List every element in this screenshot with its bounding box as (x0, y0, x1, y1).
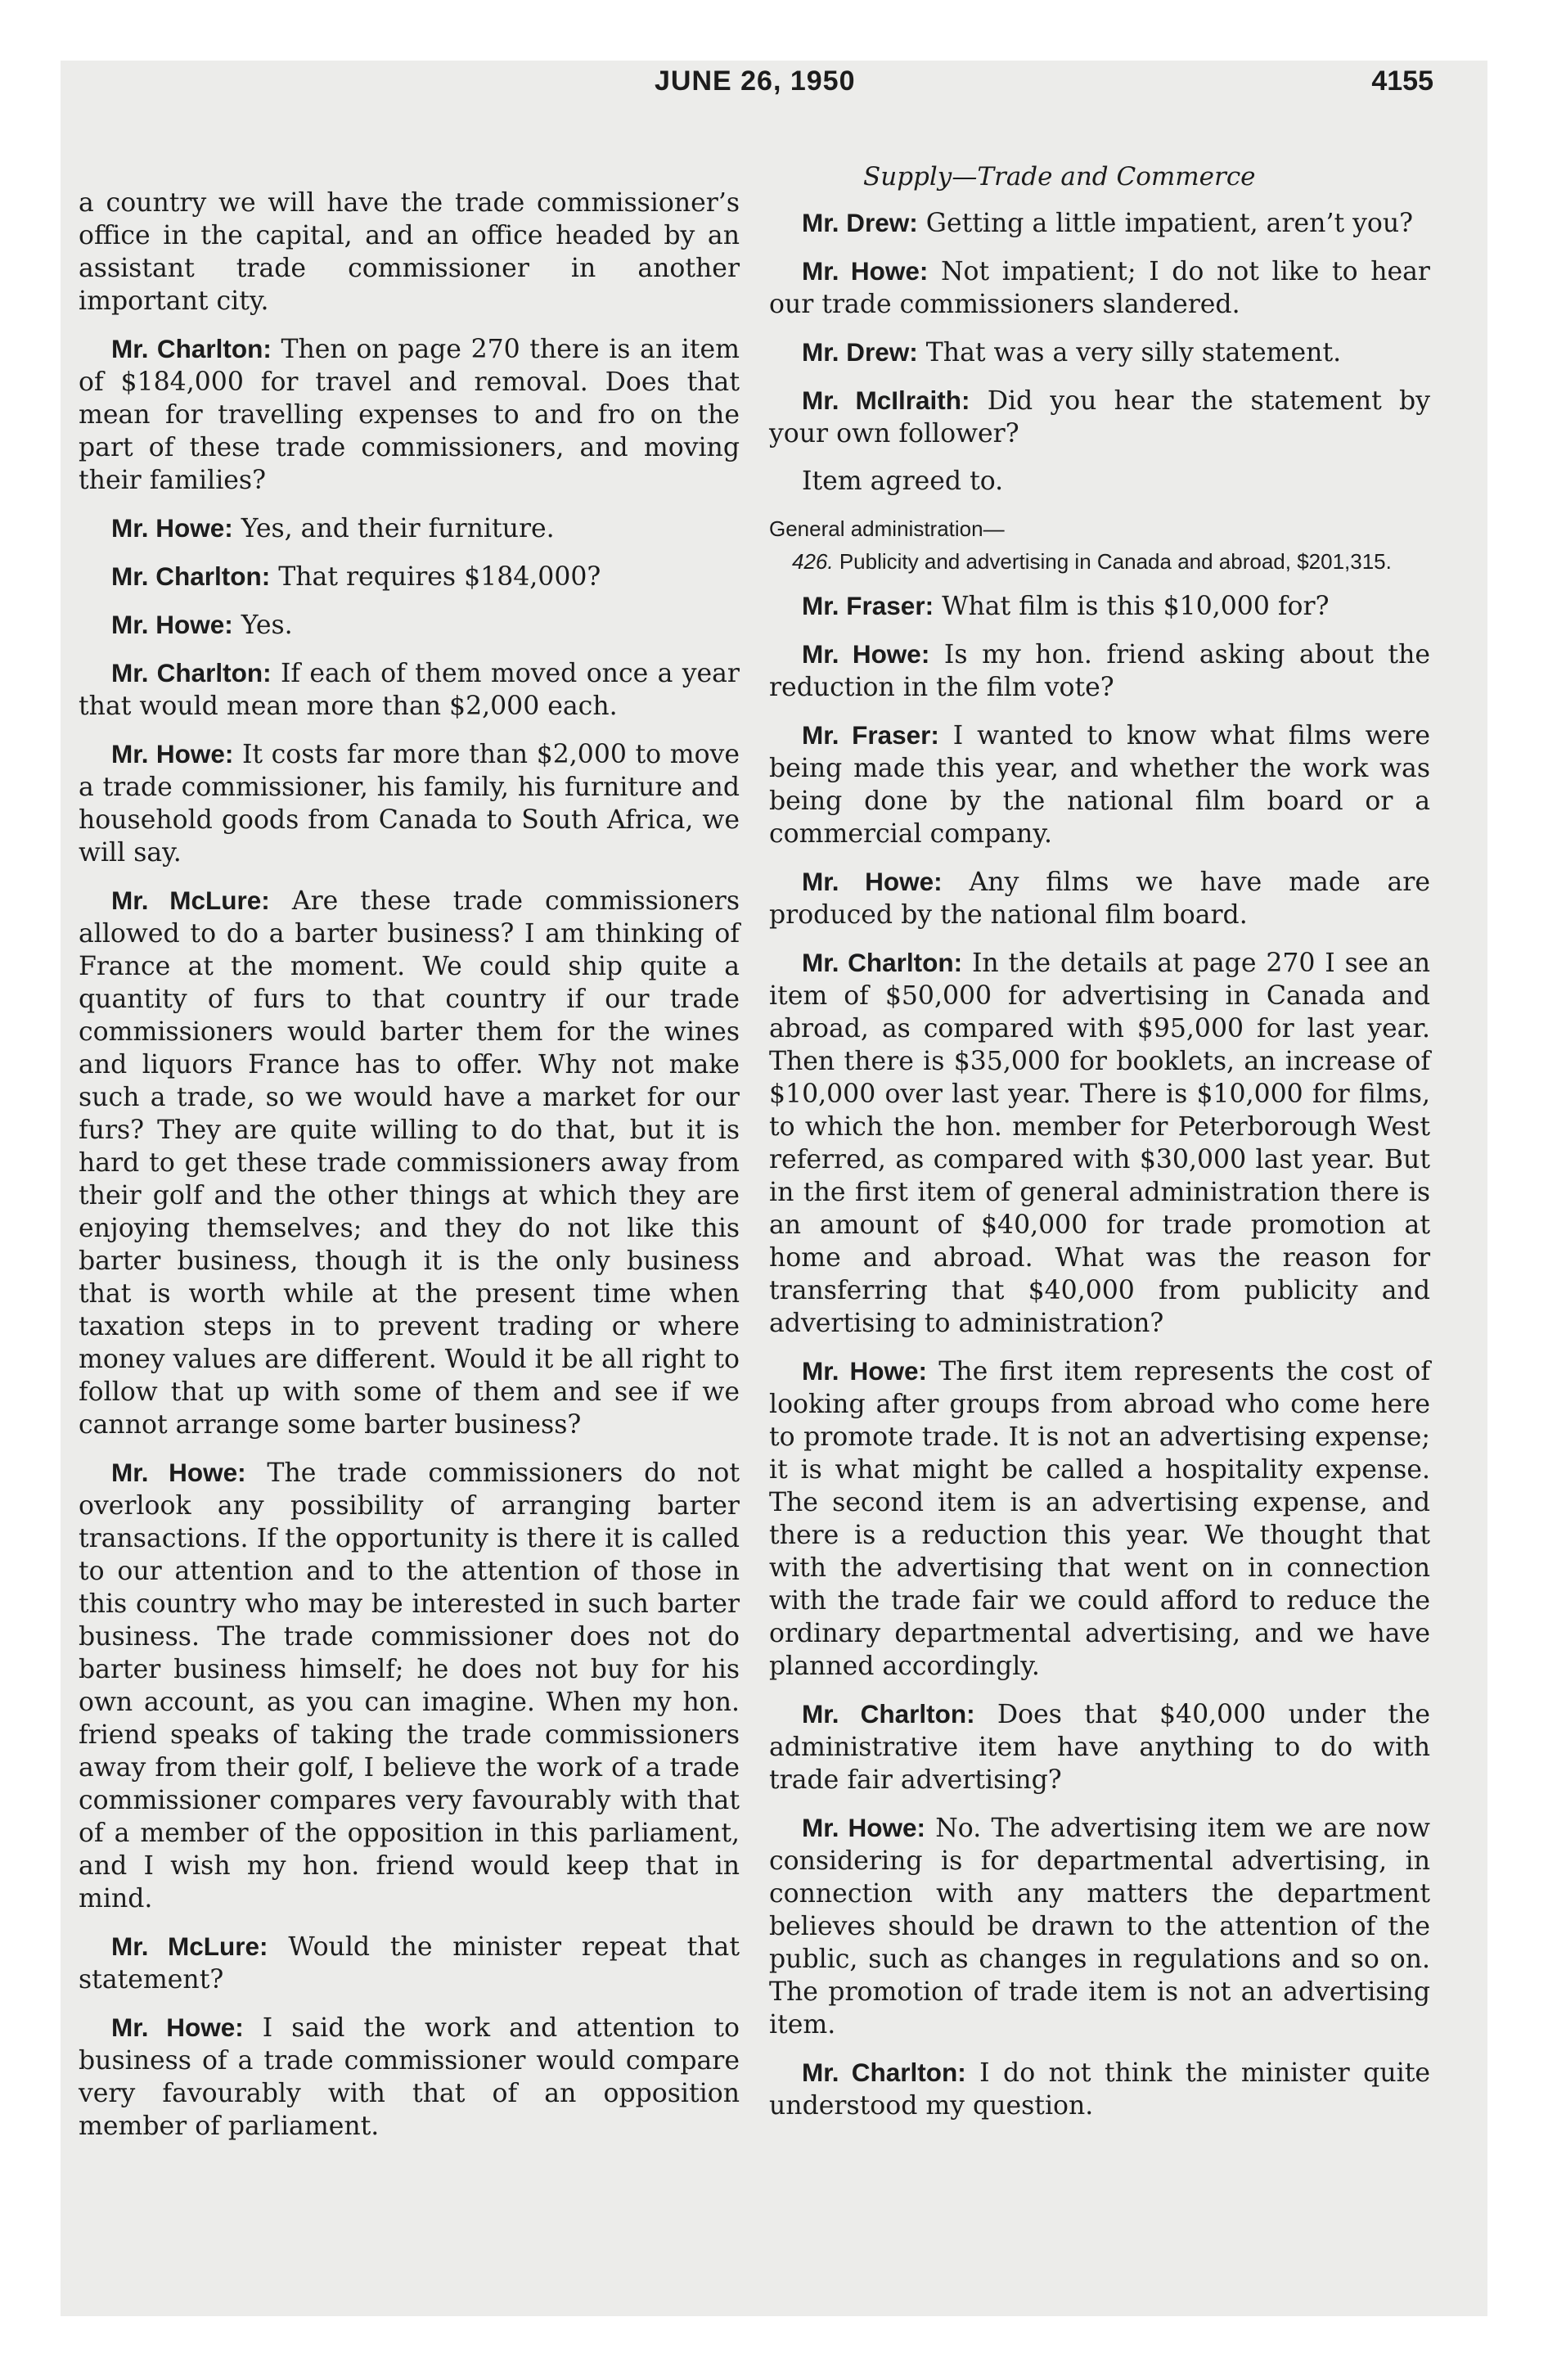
speaker-name: Mr. Charlton: (802, 1699, 975, 1729)
speech (769, 719, 1430, 850)
speech (769, 865, 1430, 931)
speech-text: Are these trade commissioners allowed to do a barter business? I am thinking of France at the moment. We could ship quite a quantity of furs to that country if our trade commissioners would barter them for the wines and liquors France has to offer. Why not make such a trade, so we would have a market for our furs? They are quite willing to do that, but it is hard to get these trade commissioners away from their golf and the other things at which they are enjoying themselves; and they do not like this barter business, though it is the only business that is worth while at the present time when taxation steps in to prevent trading or where money values are different. Would it be all right to follow that up with some of them and see if we cannot arrange some barter business? (79, 886, 740, 1440)
speech (769, 206, 1430, 240)
speech (769, 2056, 1430, 2122)
speech (769, 589, 1430, 623)
speech-text: It costs far more than $2,000 to move a trade commissioner, his family, his furniture and household goods from Canada to South Africa, we will say. (79, 740, 740, 868)
speaker-name: Mr. Howe: (802, 1813, 925, 1842)
speech-text: In the details at page 270 I see an item of $50,000 for advertising in Canada and abroad, as compared with $95,000 for last year. Then there is $35,000 for booklets, an increase of $10,000 over last year. There is $10,000 for films, to which the hon. member for Peterborough West referred, as compared with $30,000 last year. But in the first item of general administration there is an amount of $40,000 for trade promotion at home and abroad. What was the reason for transferring that $40,000 from publicity and advertising to administration? (769, 949, 1430, 1338)
speech (79, 332, 740, 497)
speaker-name: Mr. McIlraith: (802, 385, 970, 415)
speech (769, 384, 1430, 450)
speech (79, 560, 740, 593)
speech-text: Getting a little impatient, aren’t you? (917, 209, 1414, 238)
speaker-name: Mr. Howe: (111, 2013, 244, 2042)
speaker-name: Mr. Howe: (111, 1458, 246, 1487)
speech-text: Any films we have made are produced by the national film board. (769, 868, 1431, 930)
speech-text: What film is this $10,000 for? (934, 592, 1330, 621)
speech (79, 512, 740, 545)
page-date: JUNE 26, 1950 (655, 65, 856, 97)
speaker-name: Mr. Howe: (802, 867, 943, 896)
speech-text: Does that $40,000 under the administrative item have anything to do with trade fair advertising? (769, 1700, 1430, 1795)
speech-text: The trade commissioners do not overlook any possibility of arranging barter transactions. If the opportunity is there it is called to our attention and to the attention of those in this country who may be interested in such barter business. The trade commissioner does not do barter business himself; he does not buy for his own account, as you can imagine. When my hon. friend speaks of taking the trade commissioners away from their golf, I believe the work of a trade commissioner compares very favourably with that of a member of the opposition in this parliament, and I wish my hon. friend would keep that in mind. (79, 1458, 740, 1913)
speech-text: Did you hear the statement by your own follower? (769, 386, 1430, 449)
speech (769, 946, 1430, 1340)
speech (769, 1355, 1430, 1683)
speech (79, 2011, 740, 2143)
speaker-name: Mr. Drew: (802, 208, 918, 237)
speech-text: Would the minister repeat that statement? (79, 1932, 740, 1995)
speaker-name: Mr. Howe: (111, 739, 234, 769)
speech (79, 1456, 740, 1915)
vote-item (769, 548, 1430, 575)
speech (769, 255, 1430, 321)
speech-text: Yes. (232, 611, 293, 640)
speaker-name: Mr. Charlton: (111, 334, 272, 363)
speech-text: Is my hon. friend asking about the reduction in the film vote? (769, 640, 1430, 702)
speech-text: Then on page 270 there is an item of $184,000 for travel and removal. Does that mean for travelling expenses to and fro on the part of these trade commissioners, and moving their families? (79, 335, 740, 495)
speech (79, 1930, 740, 1996)
speaker-name: Mr. Howe: (802, 639, 930, 669)
speech (79, 608, 740, 642)
speaker-name: Mr. Howe: (111, 610, 233, 639)
speech (79, 656, 740, 723)
speech-text: I do not think the minister quite understood my question. (769, 2058, 1430, 2121)
vote-number: 426. (792, 549, 834, 574)
speaker-name: Mr. Howe: (802, 1356, 928, 1386)
vote-heading: General administration— (769, 516, 1005, 541)
paragraph: a country we will have the trade commissioner’s office in the capital, and an office headed by an assistant trade commissioner in another important city. (79, 188, 740, 316)
speech-text: I said the work and attention to business of a trade commissioner would compare very favourably with that of an opposition member of parliament. (79, 2013, 740, 2141)
page-number: 4155 (1371, 65, 1433, 97)
running-title: Supply—Trade and Commerce (863, 162, 1256, 192)
speaker-name: Mr. Charlton: (802, 2058, 966, 2087)
item-agreed: Item agreed to. (802, 467, 1004, 496)
speech-text: That requires $184,000? (270, 562, 601, 592)
speaker-name: Mr. Charlton: (802, 948, 963, 977)
speech-text: The first item represents the cost of looking after groups from abroad who come here to promote trade. It is not an advertising expense; it is what might be called a hospitality expense. The second item is an advertising expense, and there is a reduction this year. We thought that with the advertising that went on in connection with the trade fair we could afford to reduce the ordinary departmental advertising, and we have planned accordingly. (769, 1357, 1430, 1681)
speech-text: That was a very silly statement. (917, 338, 1342, 367)
speech (79, 737, 740, 869)
speaker-name: Mr. Fraser: (802, 591, 934, 620)
speech-text: If each of them moved once a year that would mean more than $2,000 each. (79, 659, 740, 721)
speaker-name: Mr. Charlton: (111, 561, 271, 591)
speaker-name: Mr. Drew: (802, 337, 918, 367)
speaker-name: Mr. Howe: (802, 256, 929, 286)
speaker-name: Mr. Charlton: (111, 658, 272, 687)
speech-text: Not impatient; I do not like to hear our trade commissioners slandered. (769, 257, 1430, 319)
speech-text: Yes, and their furniture. (232, 514, 555, 543)
speech (769, 336, 1430, 369)
speaker-name: Mr. Howe: (111, 513, 233, 543)
left-column (79, 187, 740, 2157)
speech (769, 1811, 1430, 2041)
speaker-name: Mr. Fraser: (802, 720, 939, 750)
speech (769, 638, 1430, 704)
speaker-name: Mr. McLure: (111, 886, 270, 915)
vote-text: Publicity and advertising in Canada and abroad, $201,315. (833, 549, 1392, 574)
speech-text: I wanted to know what films were being made this year, and whether the work was being done by the national film board or a commercial company. (769, 721, 1430, 849)
speaker-name: Mr. McLure: (111, 1931, 268, 1961)
speech-text: No. The advertising item we are now considering is for departmental advertising, in connection with any matters the department believes should be drawn to the attention of the public, such as changes in regulations and so on. The promotion of trade item is not an advertising item. (769, 1814, 1430, 2040)
speech (79, 884, 740, 1441)
right-column (769, 206, 1430, 2137)
speech (769, 1697, 1430, 1796)
